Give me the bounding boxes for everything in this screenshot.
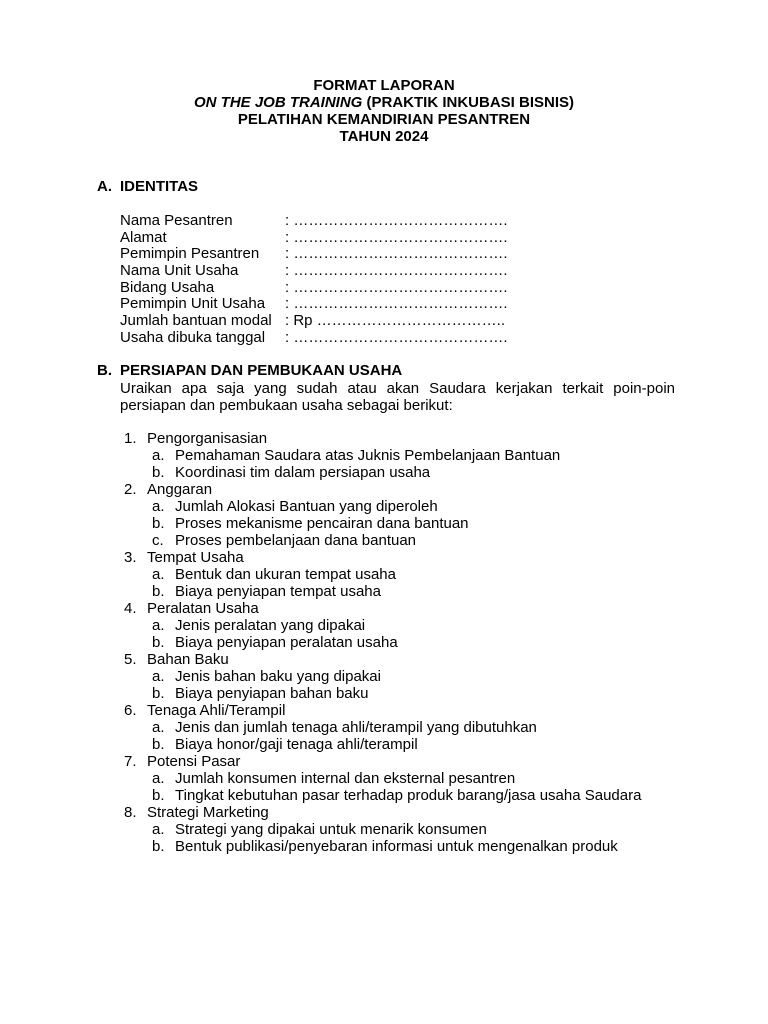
section-a-heading <box>97 178 198 195</box>
sub-list-item <box>120 719 680 736</box>
sub-list-item-letter: b. <box>152 787 165 804</box>
sub-list-item-letter: b. <box>152 583 165 600</box>
title-line-4: TAHUN 2024 <box>339 128 429 145</box>
section-b-heading <box>97 362 402 379</box>
sub-list-item-text: Jenis peralatan yang dipakai <box>175 617 366 634</box>
sub-list-item-text: Jumlah konsumen internal dan eksternal pesantren <box>175 770 516 787</box>
identity-fields <box>120 212 508 346</box>
list-item-number: 3. <box>124 549 137 566</box>
document-title <box>0 77 768 145</box>
list-item-number: 5. <box>124 651 137 668</box>
identity-label: Nama Unit Usaha <box>120 262 239 280</box>
identity-value: : ……………………………………. <box>285 262 508 280</box>
section-b-letter: B. <box>97 362 112 379</box>
identity-label: Usaha dibuka tanggal <box>120 328 266 346</box>
identity-label: Alamat <box>120 228 167 246</box>
list-item <box>120 549 680 566</box>
identity-row <box>120 279 508 296</box>
identity-label: Bidang Usaha <box>120 278 215 296</box>
sub-list-item-letter: b. <box>152 464 165 481</box>
identity-label: Jumlah bantuan modal <box>120 312 272 330</box>
section-a-letter: A. <box>97 178 112 195</box>
sub-list-item <box>120 515 680 532</box>
list-item-number: 7. <box>124 753 137 770</box>
title-line-2-italic: ON THE JOB TRAINING <box>193 94 363 111</box>
identity-label: Pemimpin Pesantren <box>120 245 260 263</box>
identity-row <box>120 329 508 346</box>
sub-list-item-text: Strategi yang dipakai untuk menarik konsumen <box>175 821 487 838</box>
title-line-2 <box>0 94 768 111</box>
sub-list-item-text: Bentuk publikasi/penyebaran informasi untuk mengenalkan produk <box>175 838 618 855</box>
sub-list-item-letter: b. <box>152 634 165 651</box>
sub-list-item-letter: b. <box>152 685 165 702</box>
sub-list-item-letter: c. <box>152 532 164 549</box>
sub-list-item-letter: a. <box>152 566 165 583</box>
sub-list-item-text: Biaya penyiapan peralatan usaha <box>175 634 398 651</box>
section-a-title: IDENTITAS <box>120 178 199 195</box>
title-line-1: FORMAT LAPORAN <box>313 77 455 94</box>
identity-label: Nama Pesantren <box>120 212 233 229</box>
list-item-label: Peralatan Usaha <box>147 600 259 617</box>
sub-list-item <box>120 838 680 855</box>
list-item-label: Tempat Usaha <box>147 549 244 566</box>
title-line-2-rest: (PRAKTIK INKUBASI BISNIS) <box>362 94 574 111</box>
identity-value: : Rp ……………………………….. <box>285 312 506 330</box>
identity-row <box>120 312 508 329</box>
list-item-number: 2. <box>124 481 137 498</box>
identity-row <box>120 295 508 312</box>
sub-list-item-text: Tingkat kebutuhan pasar terhadap produk barang/jasa usaha Saudara <box>175 787 642 804</box>
sub-list-item <box>120 787 680 804</box>
title-line-3: PELATIHAN KEMANDIRIAN PESANTREN <box>237 111 531 128</box>
sub-list-item-text: Proses pembelanjaan dana bantuan <box>175 532 417 549</box>
sub-list-item <box>120 498 680 515</box>
sub-list-item-text: Pemahaman Saudara atas Juknis Pembelanjaan Bantuan <box>175 447 561 464</box>
list-item-label: Tenaga Ahli/Terampil <box>147 702 286 719</box>
identity-row <box>120 245 508 262</box>
sub-list-item-letter: b. <box>152 515 165 532</box>
sub-list-item-letter: a. <box>152 821 165 838</box>
sub-list-item-letter: a. <box>152 498 165 515</box>
sub-list-item <box>120 532 680 549</box>
section-b-list <box>120 430 680 855</box>
list-item-number: 1. <box>124 430 137 447</box>
list-item-number: 4. <box>124 600 137 617</box>
sub-list-item <box>120 770 680 787</box>
list-item <box>120 702 680 719</box>
sub-list-item <box>120 634 680 651</box>
identity-row <box>120 229 508 246</box>
sub-list-item-letter: a. <box>152 447 165 464</box>
sub-list-item-letter: a. <box>152 770 165 787</box>
identity-label: Pemimpin Unit Usaha <box>120 295 266 313</box>
identity-value: : ……………………………………. <box>285 228 508 246</box>
identity-value: : ……………………………………. <box>285 328 508 346</box>
section-b-title: PERSIAPAN DAN PEMBUKAAN USAHA <box>120 362 403 379</box>
list-item-number: 6. <box>124 702 137 719</box>
list-item-label: Anggaran <box>147 481 213 498</box>
list-item <box>120 804 680 821</box>
list-item <box>120 651 680 668</box>
sub-list-item-text: Jumlah Alokasi Bantuan yang diperoleh <box>175 498 438 515</box>
sub-list-item <box>120 583 680 600</box>
sub-list-item-text: Koordinasi tim dalam persiapan usaha <box>175 464 431 481</box>
sub-list-item-letter: a. <box>152 617 165 634</box>
sub-list-item-text: Jenis bahan baku yang dipakai <box>175 668 381 685</box>
list-item-number: 8. <box>124 804 137 821</box>
sub-list-item <box>120 464 680 481</box>
list-item-label: Strategi Marketing <box>147 804 269 821</box>
identity-value: : ……………………………………. <box>285 295 508 313</box>
identity-value: : ……………………………………. <box>285 278 508 296</box>
sub-list-item-letter: b. <box>152 838 165 855</box>
sub-list-item <box>120 668 680 685</box>
identity-row <box>120 212 508 229</box>
sub-list-item-text: Biaya penyiapan bahan baku <box>175 685 369 702</box>
sub-list-item-text: Biaya penyiapan tempat usaha <box>175 583 381 600</box>
sub-list-item <box>120 736 680 753</box>
sub-list-item <box>120 447 680 464</box>
sub-list-item <box>120 566 680 583</box>
sub-list-item-letter: b. <box>152 736 165 753</box>
identity-value: : ……………………………………. <box>285 245 508 263</box>
sub-list-item-letter: a. <box>152 719 165 736</box>
list-item <box>120 481 680 498</box>
list-item-label: Bahan Baku <box>147 651 229 668</box>
sub-list-item <box>120 617 680 634</box>
sub-list-item-text: Proses mekanisme pencairan dana bantuan <box>175 515 469 532</box>
list-item <box>120 430 680 447</box>
section-b-intro: Uraikan apa saja yang sudah atau akan Saudara kerjakan terkait poin-poin persiapan dan pembukaan usaha sebagai berikut: <box>120 380 675 414</box>
list-item <box>120 600 680 617</box>
sub-list-item <box>120 685 680 702</box>
identity-value: : ……………………………………. <box>285 212 508 229</box>
sub-list-item-text: Jenis dan jumlah tenaga ahli/terampil yang dibutuhkan <box>175 719 537 736</box>
list-item-label: Pengorganisasian <box>147 430 268 447</box>
identity-row <box>120 262 508 279</box>
list-item <box>120 753 680 770</box>
sub-list-item-text: Biaya honor/gaji tenaga ahli/terampil <box>175 736 418 753</box>
list-item-label: Potensi Pasar <box>147 753 241 770</box>
sub-list-item-text: Bentuk dan ukuran tempat usaha <box>175 566 396 583</box>
sub-list-item-letter: a. <box>152 668 165 685</box>
sub-list-item <box>120 821 680 838</box>
